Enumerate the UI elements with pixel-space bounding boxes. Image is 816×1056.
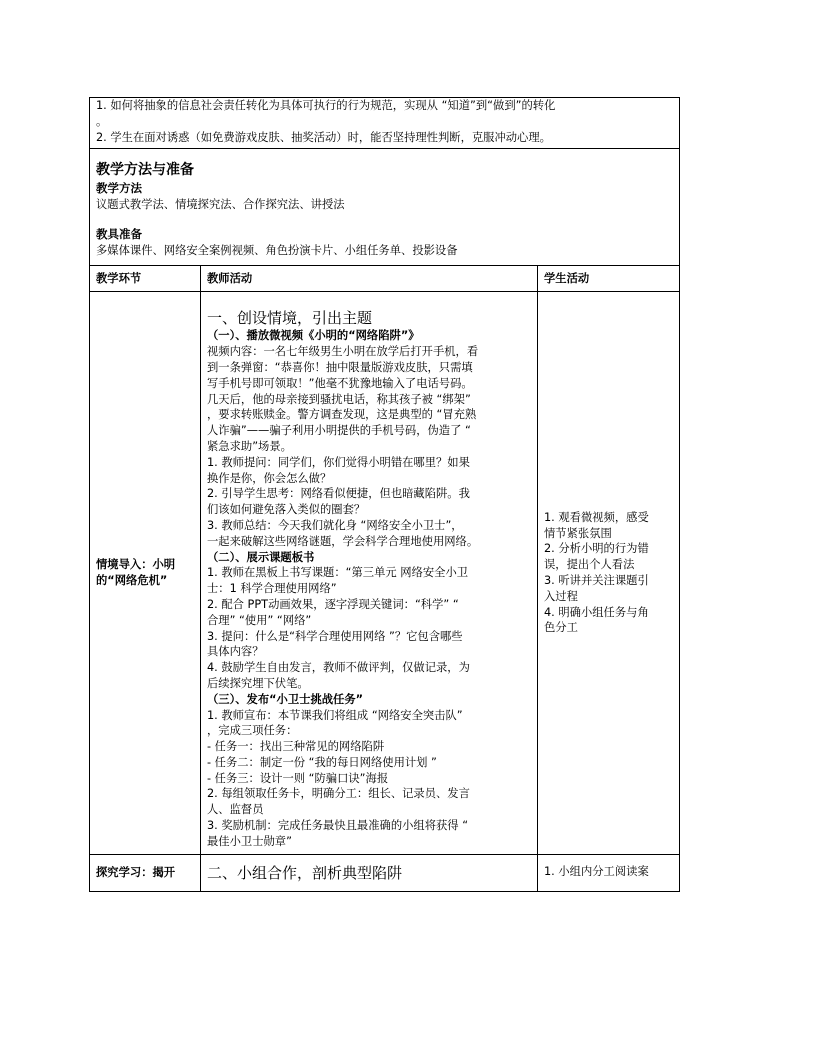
text-line: 4. 鼓励学生自由发言，教师不做评判，仅做记录，为 [207,661,470,675]
text-line: 几天后，他的母亲接到骚扰电话，称其孩子被 “绑架” [207,392,471,406]
part-title: （三）、发布“小卫士挑战任务” [207,692,364,706]
text-line: 视频内容：一名七年级男生小明在放学后打开手机，看 [207,345,479,359]
text-line: 人诈骗”——骗子利用小明提供的手机号码，伪造了 “ [207,424,471,438]
document-page [89,97,679,892]
table-header-row [90,265,680,292]
student-cell-intro [538,292,680,854]
text-line: 具体内容？ [207,645,264,659]
text-line: 情节紧张氛围 [544,526,612,540]
stage-cell-intro [90,292,201,854]
text-line: 后续探究埋下伏笔。 [207,676,309,690]
text-line: 紧急求助”场景。 [207,439,292,453]
text-line: 2. 每组领取任务卡，明确分工：组长、记录员、发言 [207,787,470,801]
text-line: 入过程 [544,589,578,603]
text-line: 1. 教师在黑板上书写课题：“第三单元 网络安全小卫 [207,566,469,580]
text-line: 误，提出个人看法 [544,558,635,572]
text-line: 到一条弹窗：“恭喜你！抽中限量版游戏皮肤，只需填 [207,360,473,374]
text-line: 合理” “使用” “网络” [207,613,312,627]
text-line: 写手机号即可领取！”他毫不犹豫地输入了电话号码。 [207,376,473,390]
text-line: 1. 观看微视频，感受 [544,510,649,524]
part-body [207,565,531,691]
method-text: 议题式教学法、情境探究法、合作探究法、讲授法 [96,198,345,212]
method-title: 教学方法 [96,181,142,196]
text-line: 色分工 [544,621,578,635]
text-line: 3. 教师总结：今天我们就化身 “网络安全小卫士”， [207,518,463,532]
text-line: ，完成三项任务： [207,724,298,738]
student-cell-explore: 1. 小组内分工阅读案 [538,854,680,891]
text-line: 2. 配合 PPT动画效果，逐字浮现关键词：“科学” “ [207,597,459,611]
part-title: （二）、展示课题板书 [207,550,315,564]
stage-cell-explore: 探究学习：揭开 [90,854,201,891]
difficulty-line-2: 2. 学生在面对诱惑（如免费游戏皮肤、抽奖活动）时，能否坚持理性判断，克服冲动心理。 [96,130,551,144]
table-row [90,854,680,891]
text-line: 们该如何避免落入类似的圈套？ [207,503,366,517]
text-line: 3. 奖励机制：完成任务最快且最准确的小组将获得 “ [207,819,469,833]
part-title: （一）、播放微视频《小明的“网络陷阱”》 [207,329,420,343]
tools-title: 教具准备 [96,226,142,241]
section-heading: 二、小组合作，剖析典型陷阱 [207,863,403,882]
methods-row [90,149,680,265]
text-line: 3. 提问：什么是“科学合理使用网络 ”？它包含哪些 [207,629,463,643]
text-line: - 任务一：找出三种常见的网络陷阱 [207,740,385,754]
difficulty-row [90,98,680,149]
table-row [90,292,680,854]
teacher-cell-intro [201,292,538,854]
difficulty-line-1: 1. 如何将抽象的信息社会责任转化为具体可执行的行为规范，实现从 “知道”到“做到”的转化 [96,99,556,112]
student-activity-list [544,510,673,636]
text-line: 1. 教师提问：同学们，你们觉得小明错在哪里？如果 [207,455,470,469]
text-line: ，要求转账赎金。警方调查发现，这是典型的 “冒充熟 [207,408,477,422]
tools-text: 多媒体课件、网络安全案例视频、角色扮演卡片、小组任务单、投影设备 [96,243,458,257]
part-body [207,708,531,850]
stage-label: 情境导入：小明的“网络危机” [96,558,176,588]
part-body [207,344,531,549]
text-line: 一起来破解这些网络谜题，学会科学合理地使用网络。 [207,534,479,548]
text-line: 2. 引导学生思考：网络看似便捷，但也暗藏陷阱。我 [207,487,470,501]
text-line: - 任务三：设计一则 “防骗口诀”海报 [207,771,389,785]
text-line: 士：1 科学合理使用网络” [207,582,337,596]
text-line: 3. 听讲并关注课题引 [544,574,649,588]
text-line: 2. 分析小明的行为错 [544,542,649,556]
teacher-cell-explore [201,854,538,891]
header-stage: 教学环节 [90,265,201,292]
lesson-plan-table [89,97,680,892]
section-heading: 一、创设情境，引出主题 [207,309,373,328]
header-student: 学生活动 [538,265,680,292]
text-line: 4. 明确小组任务与角 [544,605,649,619]
text-line: 换作是你，你会怎么做？ [207,471,332,485]
text-line: 人、监督员 [207,803,264,817]
text-line: 1. 教师宣布：本节课我们将组成 “网络安全突击队” [207,708,463,722]
header-teacher: 教师活动 [201,265,538,292]
methods-section-title: 教学方法与准备 [96,162,194,179]
text-line: - 任务二：制定一份 “我的每日网络使用计划 ” [207,755,437,769]
difficulty-line-1-end: 。 [96,114,108,128]
text-line: 最佳小卫士勋章” [207,834,292,848]
